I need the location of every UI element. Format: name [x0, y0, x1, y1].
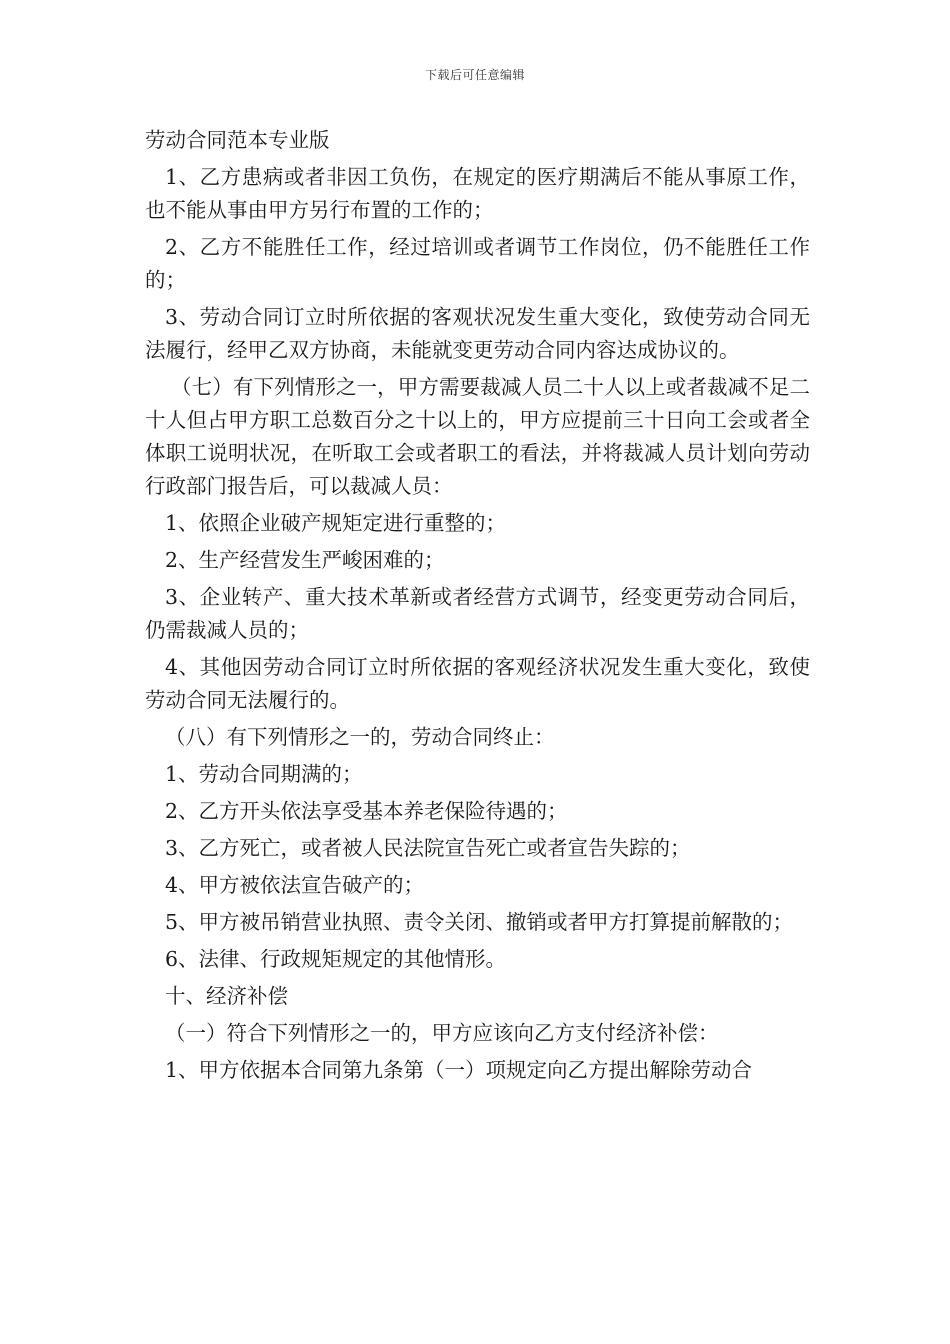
page-header: 下载后可任意编辑	[424, 68, 525, 82]
paragraph: 6、法律、行政规矩规定的其他情形。	[165, 947, 507, 971]
paragraph: （八）有下列情形之一的，劳动合同终止：	[165, 725, 555, 749]
paragraph: 4、其他因劳动合同订立时所依据的客观经济状况发生重大变化，致使劳动合同无法履行的。	[145, 655, 810, 712]
paragraph: 1、乙方患病或者非因工负伤，在规定的医疗期满后不能从事原工作，也不能从事由甲方另行布置的工作的；	[145, 165, 810, 222]
paragraph: 4、甲方被依法宣告破产的；	[165, 873, 425, 897]
paragraph: 1、甲方依据本合同第九条第（一）项规定向乙方提出解除劳动合	[165, 1058, 753, 1082]
paragraph: 2、乙方不能胜任工作，经过培训或者调节工作岗位，仍不能胜任工作的；	[145, 235, 810, 292]
paragraph: （七）有下列情形之一，甲方需要裁减人员二十人以上或者裁减不足二十人但占甲方职工总数百分之十以上的，甲方应提前三十日向工会或者全体职工说明状况，在听取工会或者职工的看法，并将裁减人员计划向劳动行政部门报告后，可以裁减人员：	[145, 375, 810, 498]
paragraph: 2、生产经营发生严峻困难的；	[165, 548, 445, 572]
paragraph: 1、劳动合同期满的；	[165, 762, 363, 786]
section-heading: 十、经济补偿	[165, 984, 288, 1008]
paragraph: 3、劳动合同订立时所依据的客观状况发生重大变化，致使劳动合同无法履行，经甲乙双方协商，未能就变更劳动合同内容达成协议的。	[145, 305, 810, 362]
paragraph: 3、乙方死亡，或者被人民法院宣告死亡或者宣告失踪的；	[165, 836, 691, 860]
paragraph: 1、依照企业破产规矩定进行重整的；	[165, 511, 507, 535]
paragraph: 3、企业转产、重大技术革新或者经营方式调节，经变更劳动合同后，仍需裁减人员的；	[145, 585, 810, 642]
paragraph: 5、甲方被吊销营业执照、责令关闭、撤销或者甲方打算提前解散的；	[165, 910, 794, 934]
document-title: 劳动合同范本专业版	[145, 128, 330, 152]
paragraph: （一）符合下列情形之一的，甲方应该向乙方支付经济补偿：	[165, 1021, 719, 1045]
paragraph: 2、乙方开头依法享受基本养老保险待遇的；	[165, 799, 568, 823]
document-body	[145, 124, 810, 1091]
